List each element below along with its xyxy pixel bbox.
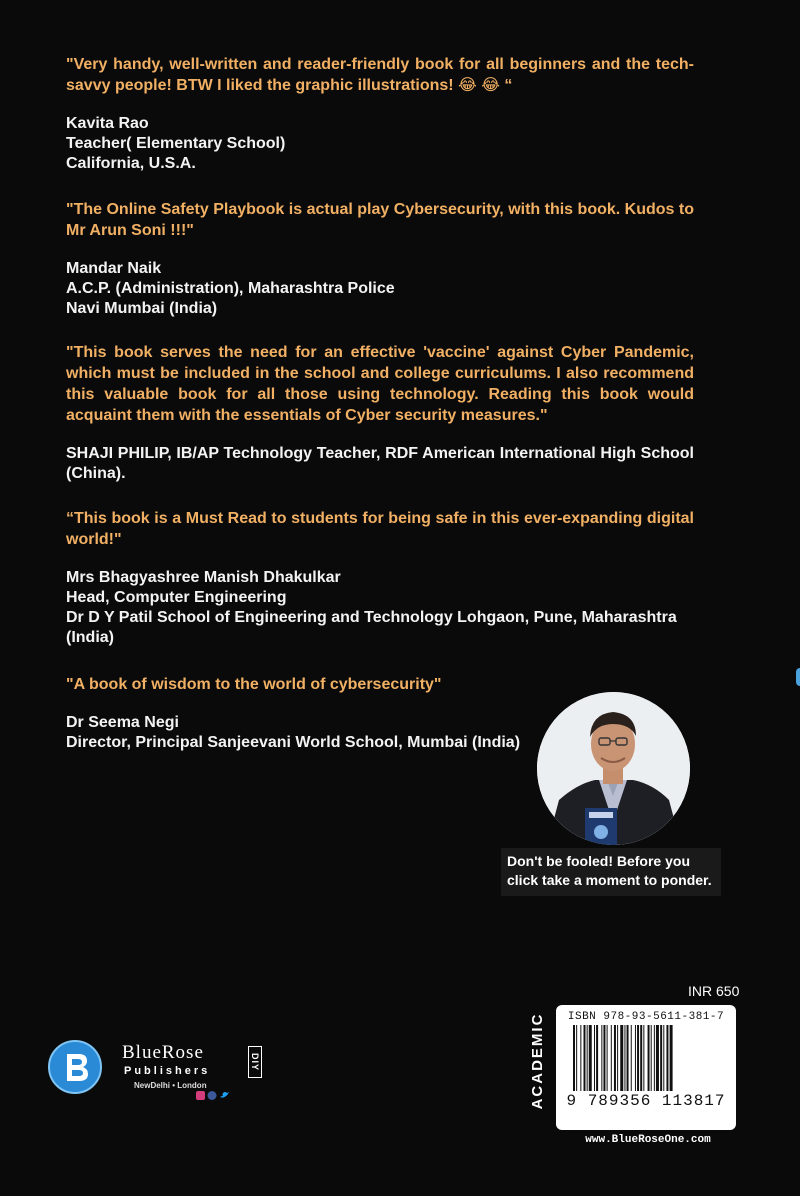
testimonial-attribution <box>66 568 694 648</box>
diy-badge <box>248 1046 262 1078</box>
barcode-bar <box>580 1025 581 1091</box>
isbn-digits: 9 789356 113817 <box>566 1092 726 1110</box>
author-portrait-illustration <box>537 692 690 845</box>
diy-label: DIY <box>250 1052 260 1071</box>
author-photo <box>537 692 690 845</box>
testimonial-attribution <box>66 259 694 319</box>
category-label: ACADEMIC <box>529 1012 546 1110</box>
attribution-title: A.C.P. (Administration), Maharashtra Police <box>66 280 395 297</box>
barcode-bars <box>571 1025 721 1091</box>
barcode-bar <box>576 1025 577 1091</box>
barcode-bar <box>587 1025 588 1091</box>
barcode-bar <box>651 1025 652 1091</box>
barcode-bar <box>614 1025 616 1091</box>
barcode-bar <box>637 1025 639 1091</box>
testimonial-attribution <box>66 444 694 484</box>
attribution-name: SHAJI PHILIP, IB/AP Technology Teacher, RDF American International High School (China). <box>66 445 694 482</box>
testimonial-attribution <box>66 114 694 174</box>
author-caption: Don't be fooled! Before you click take a moment to ponder. <box>501 848 721 896</box>
isbn-label: ISBN 978-93-5611-381-7 <box>567 1011 725 1023</box>
barcode-bar <box>594 1025 595 1091</box>
barcode-bar <box>635 1025 636 1091</box>
attribution-name: Mandar Naik <box>66 260 162 277</box>
barcode-bar <box>670 1025 673 1091</box>
attribution-name: Kavita Rao <box>66 115 149 132</box>
publisher-cities: NewDelhi • London <box>134 1081 207 1090</box>
testimonial-quote: "Very handy, well-written and reader-friendly book for all beginners and the tech-savvy people! BTW I liked the graphic illustrations! 😂 😂 “ <box>66 56 694 94</box>
b-glyph-icon <box>50 1042 100 1092</box>
attribution-title: Director, Principal Sanjeevani World School, Mumbai (India) <box>66 734 521 751</box>
attribution-title: Head, Computer Engineering <box>66 589 287 606</box>
social-icons <box>196 1091 230 1101</box>
testimonial-quote: “This book is a Must Read to students for being safe in this ever-expanding digital world!" <box>66 510 694 548</box>
attribution-location: California, U.S.A. <box>66 155 196 172</box>
barcode-bar <box>627 1025 629 1091</box>
barcode-bar <box>660 1025 662 1091</box>
testimonial-1 <box>66 54 694 174</box>
facebook-icon <box>208 1091 217 1100</box>
barcode-bar <box>617 1025 618 1091</box>
attribution-name: Dr Seema Negi <box>66 714 179 731</box>
barcode-bar <box>666 1025 668 1091</box>
barcode-bar <box>624 1025 625 1091</box>
testimonial-3 <box>66 342 694 484</box>
attribution-location: Navi Mumbai (India) <box>66 300 218 317</box>
barcode-bar <box>656 1025 659 1091</box>
attribution-location: Dr D Y Patil School of Engineering and Technology Lohgaon, Pune, Maharashtra (India) <box>66 609 677 646</box>
barcode-bar <box>620 1025 623 1091</box>
testimonial-quote: "The Online Safety Playbook is actual play Cybersecurity, with this book. Kudos to Mr Arun Soni !!!" <box>66 201 694 239</box>
attribution-name: Mrs Bhagyashree Manish Dhakulkar <box>66 569 341 586</box>
attribution-title: Teacher( Elementary School) <box>66 135 286 152</box>
publisher-subtitle: Publishers <box>124 1065 211 1077</box>
publisher-logo <box>48 1040 278 1104</box>
barcode-bar <box>640 1025 642 1091</box>
barcode-bar <box>584 1025 586 1091</box>
testimonial-quote: "This book serves the need for an effective 'vaccine' against Cyber Pandemic, which must be included in the school and college curriculums. I also recommend this valuable book for all those using technology. Reading this book would acquaint them with the essentials of Cyber security measures." <box>66 344 694 424</box>
barcode-bar <box>654 1025 655 1091</box>
barcode-bar <box>648 1025 650 1091</box>
edge-dot <box>796 668 800 686</box>
price-label: INR 650 <box>688 983 740 999</box>
website-url: www.BlueRoseOne.com <box>585 1134 711 1146</box>
barcode-bar <box>573 1025 575 1091</box>
barcode-bar <box>607 1025 608 1091</box>
barcode-bar <box>631 1025 632 1091</box>
barcode-bar <box>601 1025 602 1091</box>
publisher-name: BlueRose <box>122 1042 204 1063</box>
barcode-bar <box>603 1025 605 1091</box>
twitter-icon <box>220 1092 229 1098</box>
barcode-bar <box>611 1025 612 1091</box>
testimonial-2 <box>66 199 694 319</box>
testimonial-4 <box>66 508 694 648</box>
instagram-icon <box>196 1091 205 1100</box>
isbn-barcode <box>556 1005 736 1130</box>
barcode-bar <box>663 1025 664 1091</box>
barcode-bar <box>589 1025 592 1091</box>
testimonial-quote: "A book of wisdom to the world of cybersecurity" <box>66 676 442 693</box>
barcode-bar <box>643 1025 644 1091</box>
bluerose-b-icon <box>48 1040 102 1094</box>
barcode-bar <box>596 1025 598 1091</box>
